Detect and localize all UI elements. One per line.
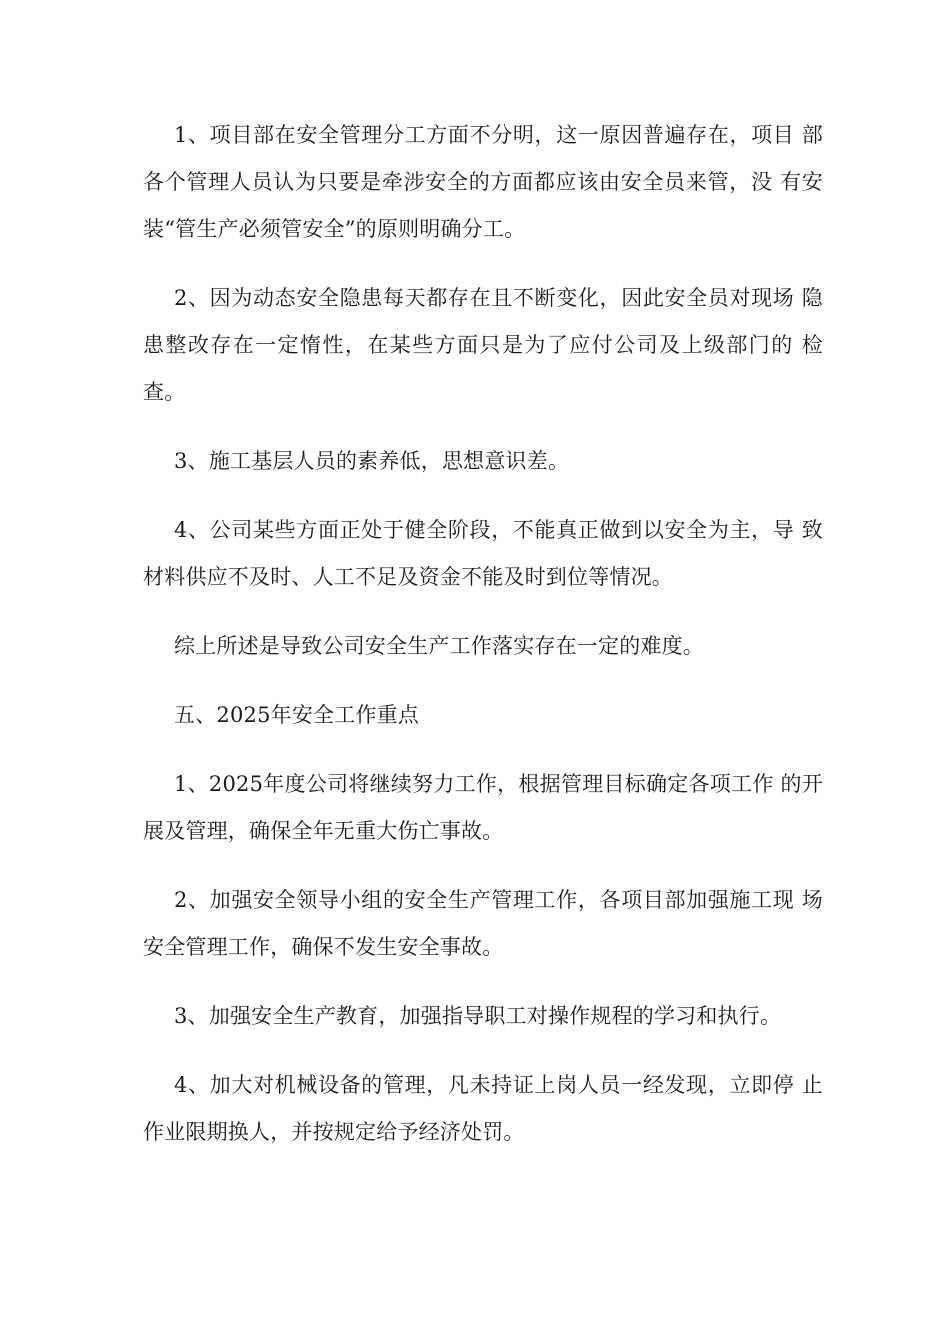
section-heading: 五、2025年安全工作重点 (174, 703, 420, 727)
paragraph-7: 3、加强安全生产教育，加强指导职工对操作规程的学习和执行。 (174, 1004, 782, 1028)
paragraph-3: 3、施工基层人员的素养低，思想意识差。 (174, 449, 570, 473)
paragraph-6: 2、加强安全领导小组的安全生产管理工作，各项目部加强施工现 场安全管理工作，确保不发生安全事故。 (143, 888, 823, 959)
paragraph-8: 4、加大对机械设备的管理，凡未持证上岗人员一经发现，立即停 止作业限期换人，并按规定给予经济处罚。 (143, 1073, 823, 1144)
document-page (143, 112, 823, 1178)
paragraph-summary: 综上所述是导致公司安全生产工作落实存在一定的难度。 (174, 634, 704, 658)
paragraph-5: 1、2025年度公司将继续努力工作，根据管理目标确定各项工作 的开展及管理，确保全年无重大伤亡事故。 (143, 772, 823, 843)
paragraph-4: 4、公司某些方面正处于健全阶段，不能真正做到以安全为主，导 致材料供应不及时、人工不足及资金不能及时到位等情况。 (143, 518, 823, 589)
paragraph-2: 2、因为动态安全隐患每天都存在且不断变化，因此安全员对现场 隐患整改存在一定惰性，在某些方面只是为了应付公司及上级部门的 检查。 (143, 286, 823, 404)
paragraph-1: 1、项目部在安全管理分工方面不分明，这一原因普遍存在，项目 部各个管理人员认为只要是牵涉安全的方面都应该由安全员来管，没 有安装“管生产必须管安全”的原则明确分工。 (143, 123, 823, 241)
